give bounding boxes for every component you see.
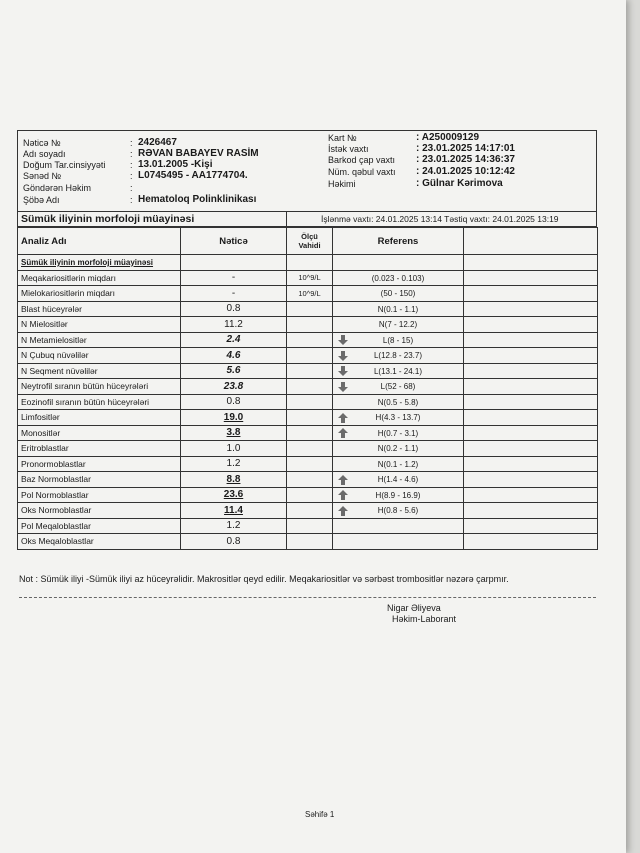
- reference-cell: [333, 363, 464, 379]
- header-right-value-text: 23.01.2025 14:17:01: [422, 143, 515, 154]
- unit-value: [287, 425, 333, 441]
- table-row: [18, 503, 598, 519]
- table-row: [18, 317, 598, 333]
- table-row: [18, 425, 598, 441]
- table-row: [18, 255, 598, 271]
- col-header-analysis: Analiz Adı: [18, 228, 181, 255]
- analysis-name: Blast hüceyrələr: [18, 301, 181, 317]
- patient-header: [17, 130, 597, 212]
- signature-role: Həkim-Laborant: [392, 614, 457, 624]
- result-value: -: [181, 270, 287, 286]
- reference-range: H(8.9 - 16.9): [375, 490, 421, 500]
- header-right-value: : A250009129: [416, 132, 480, 143]
- header-left-label: Doğum Tar.cinsiyyəti: [23, 160, 106, 170]
- reference-cell: [333, 503, 464, 519]
- result-value: 3.8: [181, 425, 287, 441]
- reference-range: L(52 - 68): [380, 382, 416, 391]
- extra-cell: [464, 472, 598, 488]
- signature-name: Nigar Əliyeva: [387, 603, 441, 613]
- unit-value: 10^9/L: [287, 286, 333, 302]
- reference-range: N(0.1 - 1.2): [377, 459, 419, 469]
- unit-value: [287, 255, 333, 271]
- reference-cell: [333, 348, 464, 364]
- result-value: 0.8: [181, 394, 287, 410]
- result-value: 11.4: [181, 503, 287, 519]
- extra-cell: [464, 394, 598, 410]
- unit-value: [287, 518, 333, 534]
- analysis-name: N Çubuq nüvəlilər: [18, 348, 181, 364]
- col-header-unit: Ölçü Vahidi: [287, 228, 333, 255]
- analysis-name: Pronormoblastlar: [18, 456, 181, 472]
- analysis-name: N Seqment nüvəlilər: [18, 363, 181, 379]
- reference-cell: [333, 255, 464, 271]
- extra-cell: [464, 456, 598, 472]
- result-value: 23.8: [181, 379, 287, 395]
- unit-value: [287, 503, 333, 519]
- table-row: [18, 410, 598, 426]
- unit-value: [287, 534, 333, 550]
- unit-value: [287, 363, 333, 379]
- header-colon: :: [130, 160, 133, 170]
- reference-range: N(0.1 - 1.1): [377, 304, 419, 314]
- section-title: Sümük iliyinin morfoloji müayinəsi: [21, 213, 195, 225]
- header-right-value: : 24.01.2025 10:12:42: [416, 166, 515, 177]
- table-header-row: [18, 228, 598, 255]
- section-title-row: [17, 211, 597, 227]
- header-left-label: Adı soyadı: [23, 149, 66, 159]
- table-row: [18, 270, 598, 286]
- header-right-label: İstək vaxtı: [328, 144, 369, 154]
- header-right-label: Nüm. qəbul vaxtı: [328, 167, 396, 177]
- header-left-value: L0745495 - AA1774704.: [138, 170, 248, 181]
- reference-cell: [333, 456, 464, 472]
- reference-cell: [333, 472, 464, 488]
- unit-value: [287, 441, 333, 457]
- extra-cell: [464, 487, 598, 503]
- header-colon: :: [130, 149, 133, 159]
- reference-range: L(12.8 - 23.7): [373, 351, 423, 360]
- result-value: 1.0: [181, 441, 287, 457]
- table-row: [18, 534, 598, 550]
- extra-cell: [464, 425, 598, 441]
- result-value: 19.0: [181, 410, 287, 426]
- analysis-name: Eozinofil sıranın bütün hüceyrələri: [18, 394, 181, 410]
- result-value: [181, 255, 287, 271]
- header-left-label: Göndərən Həkim: [23, 183, 92, 193]
- extra-cell: [464, 410, 598, 426]
- analysis-name: Meqakariositlərin miqdarı: [18, 270, 181, 286]
- extra-cell: [464, 534, 598, 550]
- extra-cell: [464, 503, 598, 519]
- result-value: 23.6: [181, 487, 287, 503]
- analysis-name: Sümük iliyinin morfoloji müayinəsi: [18, 255, 181, 271]
- reference-cell: [333, 332, 464, 348]
- reference-cell: [333, 518, 464, 534]
- unit-value: [287, 317, 333, 333]
- unit-value: [287, 379, 333, 395]
- unit-value: [287, 472, 333, 488]
- reference-range: N(0.2 - 1.1): [377, 444, 419, 453]
- table-row: [18, 441, 598, 457]
- reference-range: (50 - 150): [380, 289, 416, 298]
- analysis-name: Limfositlər: [18, 410, 181, 426]
- reference-range: (0.023 - 0.103): [371, 273, 425, 283]
- header-right-value-text: Gülnar Kərimova: [422, 178, 503, 189]
- col-header-result: Nəticə: [181, 228, 287, 255]
- analysis-name: Monositlər: [18, 425, 181, 441]
- header-colon: :: [130, 171, 133, 181]
- table-row: [18, 332, 598, 348]
- result-value: -: [181, 286, 287, 302]
- note-text: Not : Sümük iliyi -Sümük iliyi az hüceyrəlidir. Makrositlər qeyd edilir. Meqakariositlər və sərbəst trombositlər nəzərə çarpmır.: [19, 574, 509, 584]
- extra-cell: [464, 317, 598, 333]
- unit-value: [287, 301, 333, 317]
- header-right-label: Kart №: [328, 133, 357, 143]
- header-right-value: : Gülnar Kərimova: [416, 178, 503, 189]
- header-colon: :: [130, 183, 133, 193]
- header-left-value: 2426467: [138, 137, 177, 148]
- reference-cell: [333, 394, 464, 410]
- table-row: [18, 286, 598, 302]
- header-right-value: : 23.01.2025 14:17:01: [416, 143, 515, 154]
- header-left-label: Nəticə №: [23, 138, 61, 148]
- reference-cell: [333, 487, 464, 503]
- unit-value: [287, 487, 333, 503]
- analysis-name: Oks Normoblastlar: [18, 503, 181, 519]
- result-value: 2.4: [181, 332, 287, 348]
- reference-range: L(13.1 - 24.1): [373, 366, 423, 376]
- analysis-name: Neytrofil sıranın bütün hüceyrələri: [18, 379, 181, 395]
- reference-cell: [333, 286, 464, 302]
- reference-range: H(0.8 - 5.6): [377, 506, 419, 515]
- analysis-name: Oks Meqaloblastlar: [18, 534, 181, 550]
- col-header-extra: [464, 228, 598, 255]
- header-right-label: Həkimi: [328, 179, 356, 189]
- result-value: 8.8: [181, 472, 287, 488]
- analysis-name: N Mielositlər: [18, 317, 181, 333]
- header-right-value-text: A250009129: [421, 132, 480, 143]
- table-row: [18, 363, 598, 379]
- result-value: 0.8: [181, 301, 287, 317]
- extra-cell: [464, 332, 598, 348]
- result-value: 0.8: [181, 534, 287, 550]
- reference-cell: [333, 317, 464, 333]
- reference-range: N(0.5 - 5.8): [377, 397, 419, 407]
- extra-cell: [464, 255, 598, 271]
- result-value: 5.6: [181, 363, 287, 379]
- reference-range: H(1.4 - 4.6): [377, 475, 419, 484]
- analysis-name: Mielokariositlərin miqdarı: [18, 286, 181, 302]
- result-value: 4.6: [181, 348, 287, 364]
- reference-cell: [333, 534, 464, 550]
- extra-cell: [464, 348, 598, 364]
- header-right-value-text: 24.01.2025 10:12:42: [422, 166, 515, 177]
- unit-value: [287, 410, 333, 426]
- page-number: Səhifə 1: [305, 810, 335, 819]
- header-left-value: RƏVAN BABAYEV RASİM: [138, 148, 259, 159]
- extra-cell: [464, 363, 598, 379]
- table-row: [18, 394, 598, 410]
- reference-cell: [333, 301, 464, 317]
- reference-range: L(8 - 15): [382, 335, 414, 345]
- table-row: [18, 456, 598, 472]
- header-left-value: 13.01.2005 -Kişi: [138, 159, 213, 170]
- reference-range: N(7 - 12.2): [378, 320, 418, 329]
- reference-range: H(4.3 - 13.7): [375, 413, 421, 422]
- result-value: 1.2: [181, 456, 287, 472]
- header-right-value: : 23.01.2025 14:36:37: [416, 154, 515, 165]
- processing-times: İşlənmə vaxtı: 24.01.2025 13:14 Təstiq vaxtı: 24.01.2025 13:19: [321, 214, 559, 224]
- reference-cell: [333, 410, 464, 426]
- extra-cell: [464, 379, 598, 395]
- header-left-label: Sənəd №: [23, 171, 62, 181]
- unit-value: [287, 332, 333, 348]
- table-row: [18, 518, 598, 534]
- header-colon: :: [130, 195, 133, 205]
- result-value: 11.2: [181, 317, 287, 333]
- header-right-value-text: 23.01.2025 14:36:37: [422, 154, 515, 165]
- reference-cell: [333, 270, 464, 286]
- reference-cell: [333, 425, 464, 441]
- analysis-name: Pol Normoblastlar: [18, 487, 181, 503]
- extra-cell: [464, 441, 598, 457]
- header-colon: :: [130, 138, 133, 148]
- header-right-label: Barkod çap vaxtı: [328, 155, 396, 165]
- reference-cell: [333, 379, 464, 395]
- result-value: 1.2: [181, 518, 287, 534]
- title-divider: [286, 212, 287, 226]
- analysis-name: N Metamielositlər: [18, 332, 181, 348]
- header-left-label: Şöbə Adı: [23, 195, 60, 205]
- table-row: [18, 301, 598, 317]
- table-row: [18, 472, 598, 488]
- table-row: [18, 348, 598, 364]
- unit-value: 10^9/L: [287, 270, 333, 286]
- analysis-name: Baz Normoblastlar: [18, 472, 181, 488]
- note-divider: [19, 597, 596, 598]
- reference-cell: [333, 441, 464, 457]
- col-header-reference: Referens: [333, 228, 464, 255]
- unit-value: [287, 394, 333, 410]
- results-table: [17, 227, 598, 550]
- extra-cell: [464, 301, 598, 317]
- signature-block: [387, 603, 456, 625]
- analysis-name: Pol Meqaloblastlar: [18, 518, 181, 534]
- table-row: [18, 379, 598, 395]
- unit-value: [287, 348, 333, 364]
- analysis-name: Eritroblastlar: [18, 441, 181, 457]
- unit-value: [287, 456, 333, 472]
- extra-cell: [464, 270, 598, 286]
- extra-cell: [464, 286, 598, 302]
- reference-range: H(0.7 - 3.1): [377, 428, 419, 438]
- table-row: [18, 487, 598, 503]
- extra-cell: [464, 518, 598, 534]
- header-left-value: Hematoloq Polinklinikası: [138, 194, 257, 205]
